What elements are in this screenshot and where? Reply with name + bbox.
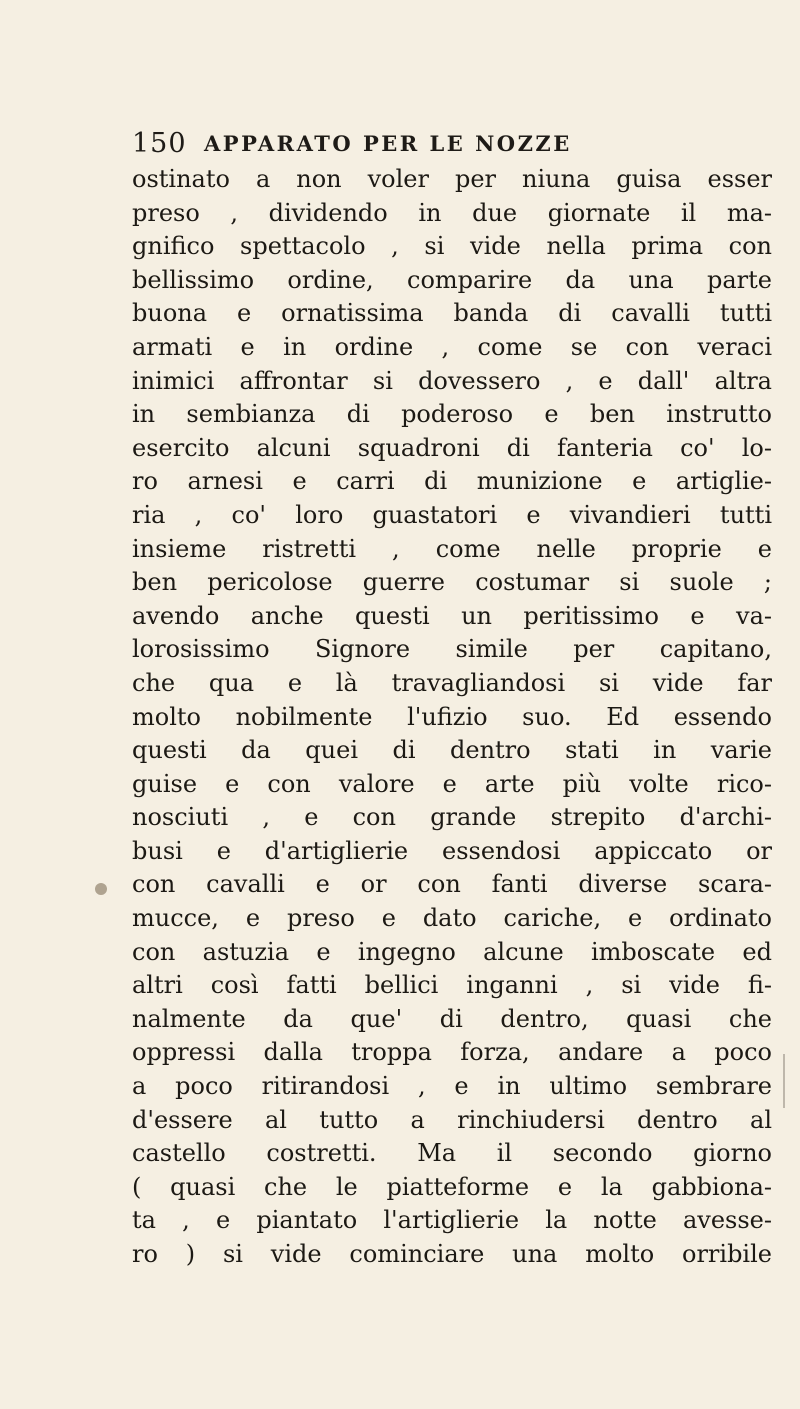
text-line: gnifico spettacolo , si vide nella prima con — [132, 232, 772, 261]
text-line: busi e d'artiglierie essendosi appiccato or — [132, 836, 772, 865]
text-line: ostinato a non voler per niuna guisa esser — [132, 165, 772, 193]
text-line: guise e con valore e arte più volte rico- — [132, 769, 772, 798]
text-line: molto nobilmente l'ufizio suo. Ed essendo — [132, 702, 772, 731]
text-line: ria , co' loro guastatori e vivandieri tutti — [132, 500, 772, 529]
text-line: ( quasi che le piatteforme e la gabbiona- — [132, 1172, 772, 1201]
ink-stain — [95, 883, 107, 895]
text-line: bellissimo ordine, comparire da una parte — [132, 265, 772, 294]
text-line: ben pericolose guerre costumar si suole ; — [132, 568, 772, 597]
text-line: lorosissimo Signore simile per capitano, — [132, 635, 772, 664]
text-line: nalmente da que' di dentro, quasi che — [132, 1004, 772, 1033]
text-line: ro ) si vide cominciare una molto orribile — [132, 1240, 772, 1268]
text-line: buona e ornatissima banda di cavalli tutti — [132, 299, 772, 328]
text-line: altri così fatti bellici inganni , si vide fi- — [132, 971, 772, 1000]
text-line: in sembianza di poderoso e ben instrutto — [132, 400, 772, 429]
text-line: ro arnesi e carri di munizione e artiglie- — [132, 467, 772, 496]
text-line: oppressi dalla troppa forza, andare a poco — [132, 1038, 772, 1067]
text-line: nosciuti , e con grande strepito d'archi- — [132, 803, 772, 832]
text-line: con astuzia e ingegno alcune imboscate ed — [132, 937, 772, 966]
text-line: con cavalli e or con fanti diverse scara- — [132, 870, 772, 899]
text-line: castello costretti. Ma il secondo giorno — [132, 1139, 772, 1168]
text-line: avendo anche questi un peritissimo e va- — [132, 601, 772, 630]
paper-edge-mark — [783, 1054, 785, 1108]
running-head: APPARATO PER LE NOZZE — [204, 131, 572, 156]
text-line: questi da quei di dentro stati in varie — [132, 736, 772, 765]
text-line: d'essere al tutto a rinchiudersi dentro al — [132, 1105, 772, 1134]
text-line: mucce, e preso e dato cariche, e ordinato — [132, 904, 772, 933]
text-line: preso , dividendo in due giornate il ma- — [132, 198, 772, 227]
text-line: ta , e piantato l'artiglierie la notte avesse- — [132, 1206, 772, 1235]
text-line: inimici affrontar si dovessero , e dall' altra — [132, 366, 772, 395]
text-line: che qua e là travagliandosi si vide far — [132, 668, 772, 697]
page-number: 150 — [132, 128, 187, 159]
text-line: insieme ristretti , come nelle proprie e — [132, 534, 772, 563]
text-line: armati e in ordine , come se con veraci — [132, 332, 772, 361]
page-header — [132, 128, 772, 162]
text-line: a poco ritirandosi , e in ultimo sembrare — [132, 1072, 772, 1101]
text-line: esercito alcuni squadroni di fanteria co' lo- — [132, 433, 772, 462]
body-text — [132, 163, 772, 1272]
